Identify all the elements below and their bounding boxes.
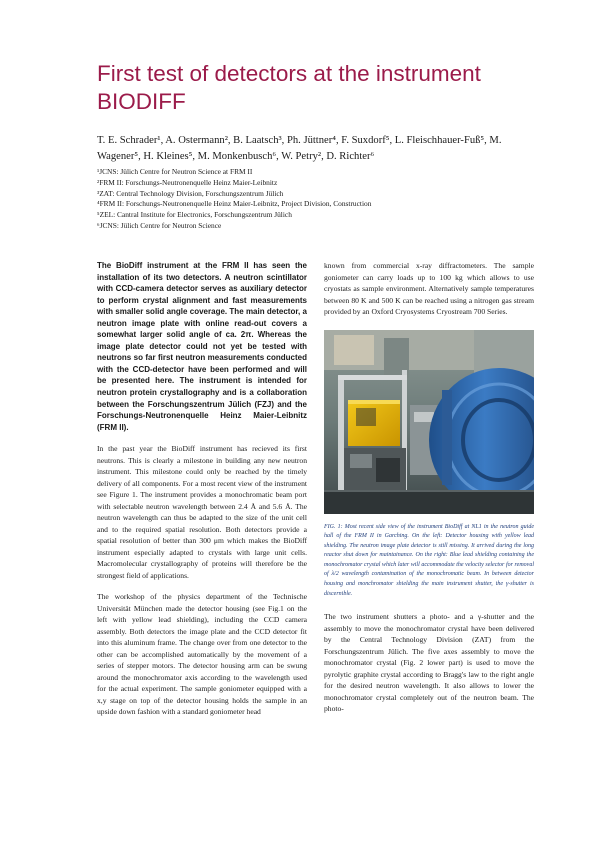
instrument-photo: [324, 330, 534, 514]
body-paragraph: known from commercial x-ray diffractometers. The sample goniometer can carry loads up to 100 kg which allows to use cryostats as sample environment. Alternatively sample temperatures between 80 K and 500 K can be reached using a nitrogen gas stream provided by an Oxford Cryosystems Cryostream 700 Series.: [324, 261, 534, 316]
affiliation-list: [97, 167, 517, 232]
affiliation-item: ²FRM II: Forschungs-Neutronenquelle Heinz Maier-Leibnitz: [97, 177, 278, 187]
affiliation-item: ⁶JCNS: Jülich Centre for Neutron Science: [97, 220, 222, 230]
instrument-photo-illustration: [324, 330, 534, 514]
figure-caption: FIG. 1: Most recent side view of the instrument BioDiff at NL1 in the neutron guide hall of the FRM II in Garching. On the left: Detector housing with yellow lead shielding. The neutron image plate detector is still missing. It arrived during the long reactor shut down for maintainance. On the right: Blue lead shielding containing the monochromator crystal which later will accommodate the velocity selector for removal of λ/2 wavelength contamination of the monochromatic beam. In between detector housing and monchromator shielding the main instrument shutter, the γ-shutter is discernible.: [324, 523, 534, 597]
body-paragraph: The two instrument shutters a photo- and a γ-shutter and the assembly to move the monochromator crystal have been delivered by the Central Technology Division (ZAT) from the Forschungszentrum Jülich. The five axes assembly to move the monochromator crystal (Fig. 2 lower part) is used to move the pyrolytic graphite crystal according to Bragg's law to the right angle for the desired neutron wavelength. It also allows to lower the monochromator crystal completely out of the neutron beam. The photo-: [324, 612, 534, 714]
affiliation-item: ³ZAT: Central Technology Division, Forschungszentrum Jülich: [97, 188, 284, 198]
left-column: [97, 260, 307, 728]
affiliation-item: ⁵ZEL: Cantral Institute for Electronics, Forschungszentrum Jülich: [97, 210, 292, 220]
paper-title: First test of detectors at the instrument BIODIFF: [97, 61, 481, 114]
affiliation-item: ¹JCNS: Jülich Centre for Neutron Science at FRM II: [97, 167, 253, 176]
affiliation-item: ⁴FRM II: Forschungs-Neutronenquelle Heinz Maier-Leibnitz, Project Division, Construction: [97, 199, 372, 209]
abstract: The BioDiff instrument at the FRM II has seen the installation of its two detectors. A neutron scintillator with CCD-camera detector serves as auxiliary detector to perform crystal alignment and fast measurements with smaller solid angle coverage. The main detector, a neutron image plate with online read-out covers a somewhat larger solid angle of ca. 2π. Whereas the image plate detector could not yet be tested with neutrons so far first neutron measurements conducted with the CCD-detector have been performed and will be presented here. The instrument is intended for neutron protein crystallography and is a collaboration between the Forschungszentrum Jülich (FZJ) and the Forschungs-Neutronenquelle Heinz Maier-Leibnitz (FRM II).: [97, 261, 307, 432]
author-list: T. E. Schrader¹, A. Ostermann², B. Laatsch³, Ph. Jüttner⁴, F. Suxdorf⁵, L. Fleischhauer-Fuß⁵, M. Wagener⁵, H. Kleines⁵, M. Monkenbusch⁶, W. Petry², D. Richter⁶: [97, 135, 502, 162]
right-column: [324, 260, 534, 725]
body-paragraph: The workshop of the physics department of the Technische Universität München made the detector housing (see Fig.1 on the left with yellow lead shielding), including the CCD camera assembly. Both detectors the image plate and the CCD detector fit into this aluminum frame. The change over from one detector to the other can be accomplished automatically by the movement of a series of stepper motors. The detector housing arm can be swung around the monochromator axis according to the wavelength used for the actual experiment. The sample goniometer equipped with a x,y stage on top of the detector housing holds the sample in an upside down fashion with a standard goniometer head: [97, 592, 307, 717]
body-paragraph: In the past year the BioDiff instrument has recieved its first neutrons. This is clearly a milestone in building any new neutron instrument. This milestone could only be reached by the timely delivery of all components. For a most recent view of the instrument see Figure 1. The instrument provides a monochromatic beam port with selectable neutron wavelength between 2.4 Å and 5.6 Å. The neutron wavelength can thus be adapted to the size of the unit cell and to the required spatial resolution. Both detectors provide a spatial resolution of better than 300 μm which makes the BioDiff instrument especially adapted to crystals with large unit cells. Macromolecular crystallography of proteins will therefore be the strongest field of applications.: [97, 444, 307, 580]
